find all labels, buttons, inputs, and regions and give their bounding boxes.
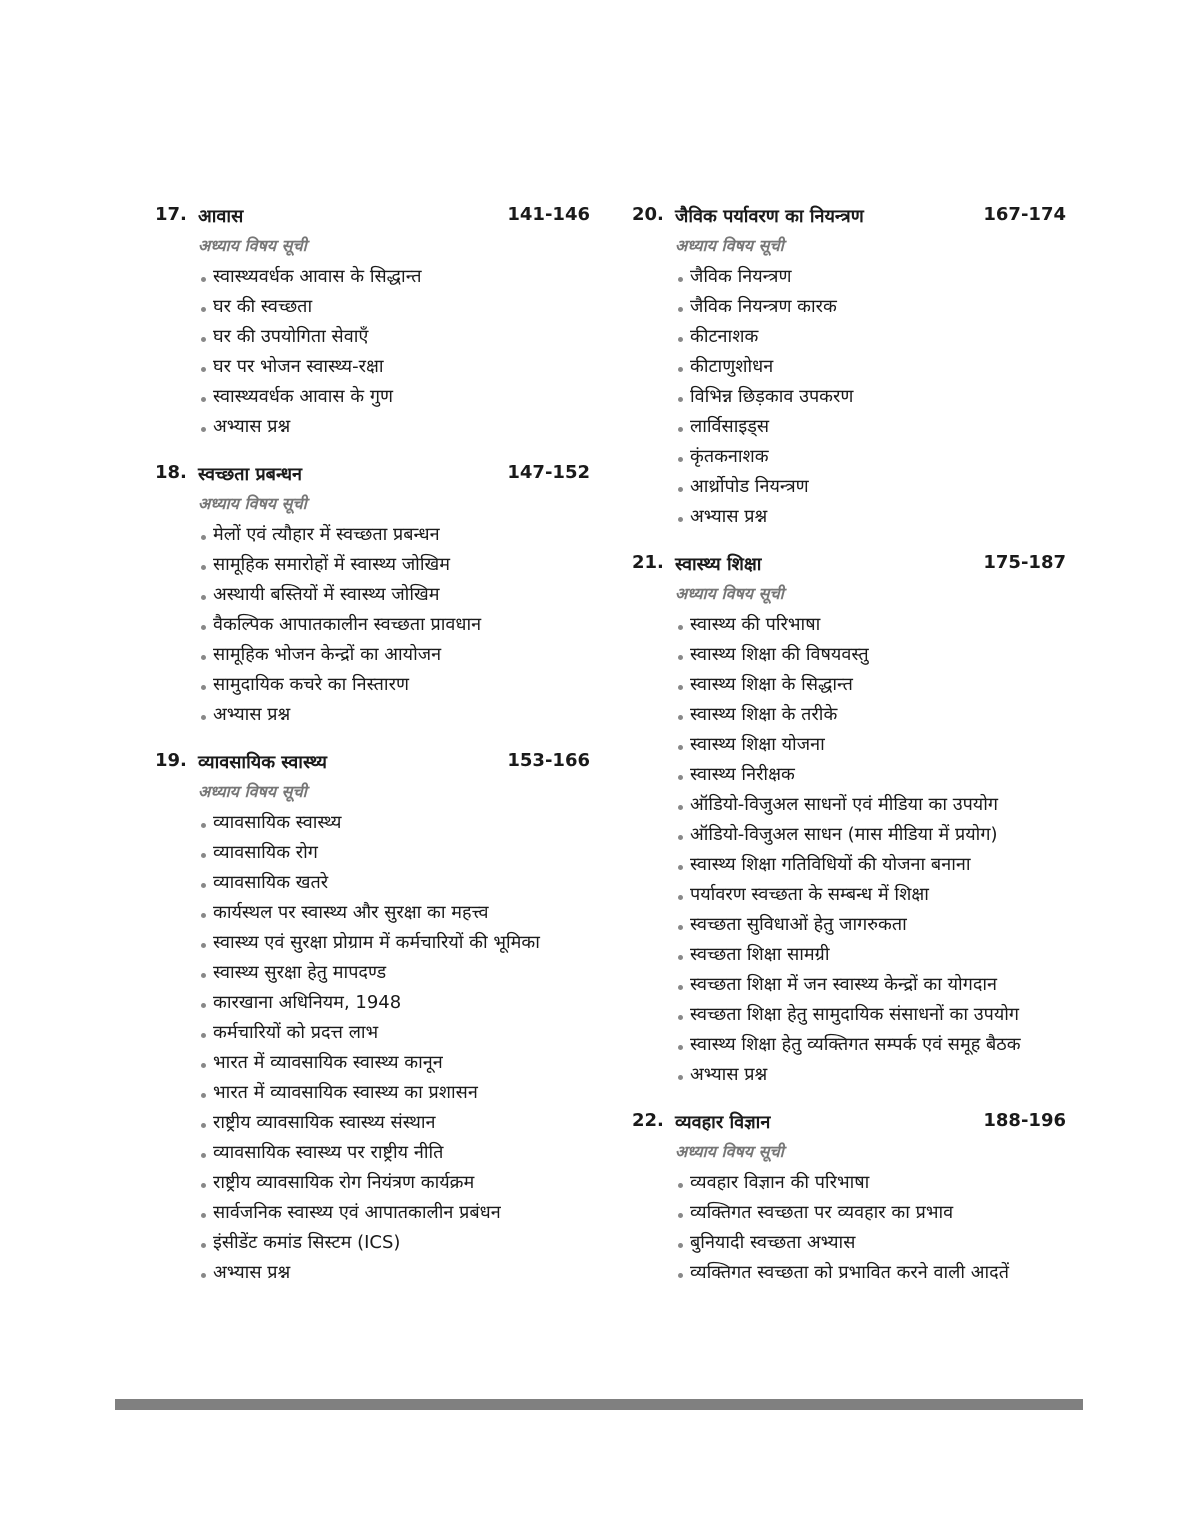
topic-item: सामूहिक समारोहों में स्वास्थ्य जोखिम [155,550,590,580]
topic-item: स्वच्छता सुविधाओं हेतु जागरुकता [632,910,1066,940]
topic-item: स्वास्थ्य एवं सुरक्षा प्रोग्राम में कर्मचारियों की भूमिका [155,928,590,958]
topic-item: व्यावसायिक स्वास्थ्य [155,808,590,838]
topic-list [632,1168,1066,1288]
topic-item: आर्थ्रोपोड नियन्त्रण [632,472,1066,502]
chapter-number: 22. [632,1110,664,1131]
chapter-pages: 167-174 [983,204,1066,225]
topic-item: इंसीडेंट कमांड सिस्टम (ICS) [155,1228,590,1258]
chapter-heading [155,746,590,780]
chapter-title: जैविक पर्यावरण का नियन्त्रण [675,206,864,227]
topic-item: स्वास्थ्यवर्धक आवास के गुण [155,382,590,412]
chapter-title: व्यवहार विज्ञान [675,1112,771,1133]
chapter-title: आवास [198,206,244,227]
topic-list [632,610,1066,1090]
topic-item: व्यावसायिक रोग [155,838,590,868]
chapter-title: व्यावसायिक स्वास्थ्य [198,752,327,773]
topic-list [632,262,1066,532]
chapter-section [155,746,590,1288]
chapter-pages: 147-152 [507,462,590,483]
chapter-number: 18. [155,462,187,483]
chapter-number: 17. [155,204,187,225]
topic-item: वैकल्पिक आपातकालीन स्वच्छता प्रावधान [155,610,590,640]
chapter-section [632,548,1066,1090]
topic-item: कारखाना अधिनियम, 1948 [155,988,590,1018]
topic-item: भारत में व्यावसायिक स्वास्थ्य कानून [155,1048,590,1078]
chapter-heading [632,1106,1066,1140]
topic-item: स्वास्थ्य शिक्षा के तरीके [632,700,1066,730]
topic-item: भारत में व्यावसायिक स्वास्थ्य का प्रशासन [155,1078,590,1108]
topic-item: स्वास्थ्य शिक्षा की विषयवस्तु [632,640,1066,670]
chapter-section [155,200,590,442]
left-column [155,200,590,1304]
topic-item: स्वच्छता शिक्षा हेतु सामुदायिक संसाधनों का उपयोग [632,1000,1066,1030]
chapter-subtitle: अध्याय विषय सूची [198,236,307,255]
chapter-number: 19. [155,750,187,771]
topic-item: व्यावसायिक खतरे [155,868,590,898]
chapter-title: स्वच्छता प्रबन्धन [198,464,303,485]
topic-item: सामूहिक भोजन केन्द्रों का आयोजन [155,640,590,670]
chapter-pages: 188-196 [983,1110,1066,1131]
topic-item: कीटाणुशोधन [632,352,1066,382]
chapter-pages: 141-146 [507,204,590,225]
topic-item: सार्वजनिक स्वास्थ्य एवं आपातकालीन प्रबंधन [155,1198,590,1228]
chapter-section [632,200,1066,532]
topic-item: अभ्यास प्रश्न [632,1060,1066,1090]
topic-item: स्वास्थ्यवर्धक आवास के सिद्धान्त [155,262,590,292]
topic-item: जैविक नियन्त्रण [632,262,1066,292]
topic-item: राष्ट्रीय व्यावसायिक रोग नियंत्रण कार्यक्रम [155,1168,590,1198]
topic-item: सामुदायिक कचरे का निस्तारण [155,670,590,700]
chapter-pages: 153-166 [507,750,590,771]
topic-item: अभ्यास प्रश्न [155,1258,590,1288]
chapter-pages: 175-187 [983,552,1066,573]
topic-item: घर की स्वच्छता [155,292,590,322]
topic-list [155,520,590,730]
topic-item: घर की उपयोगिता सेवाएँ [155,322,590,352]
topic-item: व्यक्तिगत स्वच्छता को प्रभावित करने वाली आदतें [632,1258,1066,1288]
chapter-subtitle: अध्याय विषय सूची [675,584,784,603]
topic-item: स्वास्थ्य शिक्षा के सिद्धान्त [632,670,1066,700]
chapter-subtitle: अध्याय विषय सूची [198,782,307,801]
topic-item: जैविक नियन्त्रण कारक [632,292,1066,322]
footer-divider [115,1399,1083,1410]
topic-item: ऑडियो-विजुअल साधन (मास मीडिया में प्रयोग) [632,820,1066,850]
chapter-section [155,458,590,730]
topic-list [155,808,590,1288]
topic-item: व्यवहार विज्ञान की परिभाषा [632,1168,1066,1198]
topic-item: स्वच्छता शिक्षा सामग्री [632,940,1066,970]
topic-item: कीटनाशक [632,322,1066,352]
topic-item: कर्मचारियों को प्रदत्त लाभ [155,1018,590,1048]
chapter-section [632,1106,1066,1288]
topic-item: कृंतकनाशक [632,442,1066,472]
topic-item: अभ्यास प्रश्न [632,502,1066,532]
topic-item: व्यक्तिगत स्वच्छता पर व्यवहार का प्रभाव [632,1198,1066,1228]
topic-item: अभ्यास प्रश्न [155,700,590,730]
topic-item: लार्विसाइड्स [632,412,1066,442]
topic-item: स्वास्थ्य सुरक्षा हेतु मापदण्ड [155,958,590,988]
chapter-subtitle: अध्याय विषय सूची [198,494,307,513]
topic-item: स्वास्थ्य शिक्षा गतिविधियों की योजना बनाना [632,850,1066,880]
topic-item: मेलों एवं त्यौहार में स्वच्छता प्रबन्धन [155,520,590,550]
topic-item: अस्थायी बस्तियों में स्वास्थ्य जोखिम [155,580,590,610]
topic-item: पर्यावरण स्वच्छता के सम्बन्ध में शिक्षा [632,880,1066,910]
topic-item: राष्ट्रीय व्यावसायिक स्वास्थ्य संस्थान [155,1108,590,1138]
chapter-heading [155,458,590,492]
topic-item: स्वास्थ्य निरीक्षक [632,760,1066,790]
chapter-heading [632,548,1066,582]
topic-item: स्वास्थ्य शिक्षा हेतु व्यक्तिगत सम्पर्क एवं समूह बैठक [632,1030,1066,1060]
topic-item: कार्यस्थल पर स्वास्थ्य और सुरक्षा का महत्त्व [155,898,590,928]
topic-item: विभिन्न छिड़काव उपकरण [632,382,1066,412]
topic-item: अभ्यास प्रश्न [155,412,590,442]
chapter-title: स्वास्थ्य शिक्षा [675,554,762,575]
topic-item: स्वास्थ्य शिक्षा योजना [632,730,1066,760]
topic-list [155,262,590,442]
topic-item: बुनियादी स्वच्छता अभ्यास [632,1228,1066,1258]
topic-item: ऑडियो-विजुअल साधनों एवं मीडिया का उपयोग [632,790,1066,820]
chapter-subtitle: अध्याय विषय सूची [675,1142,784,1161]
chapter-number: 20. [632,204,664,225]
chapter-subtitle: अध्याय विषय सूची [675,236,784,255]
topic-item: स्वास्थ्य की परिभाषा [632,610,1066,640]
chapter-heading [632,200,1066,234]
chapter-heading [155,200,590,234]
topic-item: स्वच्छता शिक्षा में जन स्वास्थ्य केन्द्रों का योगदान [632,970,1066,1000]
chapter-number: 21. [632,552,664,573]
topic-item: घर पर भोजन स्वास्थ्य-रक्षा [155,352,590,382]
topic-item: व्यावसायिक स्वास्थ्य पर राष्ट्रीय नीति [155,1138,590,1168]
right-column [632,200,1066,1304]
